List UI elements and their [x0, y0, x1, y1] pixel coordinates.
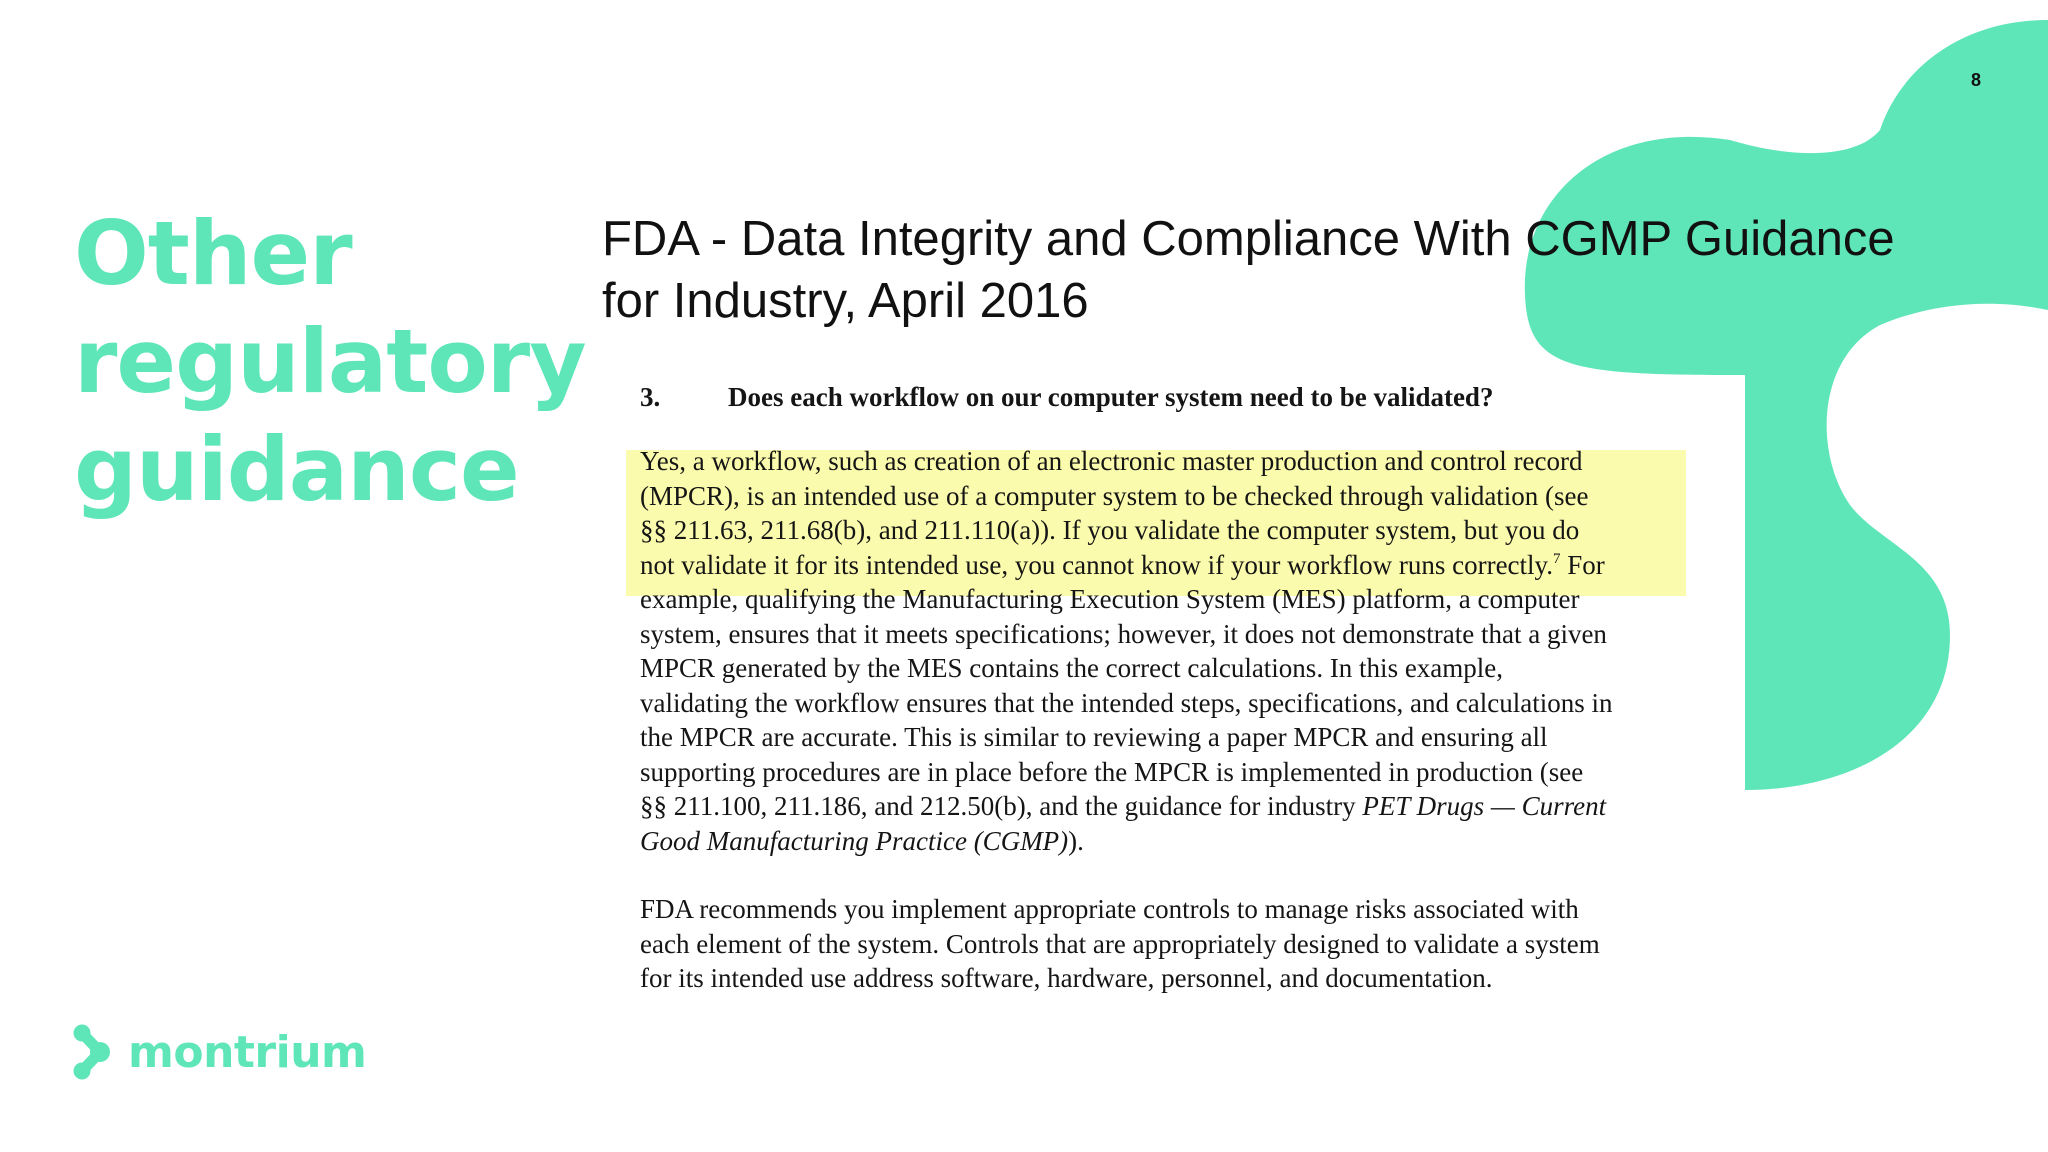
recommendation-paragraph [640, 892, 1690, 996]
line-text: §§ 211.100, 211.186, and 212.50(b), and the guidance for industry [640, 791, 1363, 821]
page-number: 8 [1970, 70, 1981, 90]
line-text: For [1560, 549, 1605, 580]
section-title-line: regulatory [74, 310, 586, 413]
answer-paragraph [640, 444, 1690, 858]
paragraph-line: (MPCR), is an intended use of a computer system to be checked through validation (see [640, 480, 1589, 511]
slide-title-line: FDA - Data Integrity and Compliance With CGMP Guidance [602, 212, 1895, 266]
paragraph-line: system, ensures that it meets specifications; however, it does not demonstrate that a given [640, 618, 1607, 649]
logo-wordmark: montrium [128, 1026, 367, 1078]
document-excerpt [640, 380, 1690, 996]
slide-title-line: for Industry, April 2016 [602, 274, 1089, 328]
question-text: Does each workflow on our computer system need to be validated? [728, 382, 1494, 412]
paragraph-line: example, qualifying the Manufacturing Execution System (MES) platform, a computer [640, 584, 1580, 614]
montrium-logo-icon [72, 1024, 112, 1080]
line-text: not validate it for its intended use, you cannot know if your workflow runs correctly. [640, 549, 1554, 580]
guidance-title-italic: Good Manufacturing Practice (CGMP) [640, 825, 1069, 856]
slide-title [602, 208, 1992, 332]
section-title [74, 200, 594, 524]
guidance-title-italic: PET Drugs — Current [1362, 791, 1607, 821]
paragraph-line: Yes, a workflow, such as creation of an electronic master production and control record [640, 446, 1583, 476]
paragraph-line [640, 789, 1690, 824]
line-text: ). [1068, 825, 1084, 856]
paragraph-line: for its intended use address software, hardware, personnel, and documentation. [640, 963, 1493, 993]
footnote-marker: 7 [1553, 550, 1561, 567]
question-heading [640, 380, 1690, 414]
paragraph-line: MPCR generated by the MES contains the correct calculations. In this example, [640, 653, 1504, 683]
paragraph-line [640, 824, 1690, 859]
paragraph-line [640, 548, 1690, 583]
paragraph-line: §§ 211.63, 211.68(b), and 211.110(a)). If you validate the computer system, but you do [640, 515, 1580, 545]
paragraph-line: supporting procedures are in place before the MPCR is implemented in production (see [640, 756, 1584, 787]
section-title-line: guidance [74, 418, 519, 521]
paragraph-line: each element of the system. Controls that are appropriately designed to validate a system [640, 928, 1600, 959]
paragraph-line: the MPCR are accurate. This is similar to reviewing a paper MPCR and ensuring all [640, 722, 1548, 752]
section-title-line: Other [74, 202, 352, 305]
question-number: 3. [640, 382, 661, 412]
paragraph-line: validating the workflow ensures that the intended steps, specifications, and calculations in [640, 687, 1613, 718]
montrium-logo [72, 1024, 366, 1080]
paragraph-line: FDA recommends you implement appropriate controls to manage risks associated with [640, 894, 1579, 924]
